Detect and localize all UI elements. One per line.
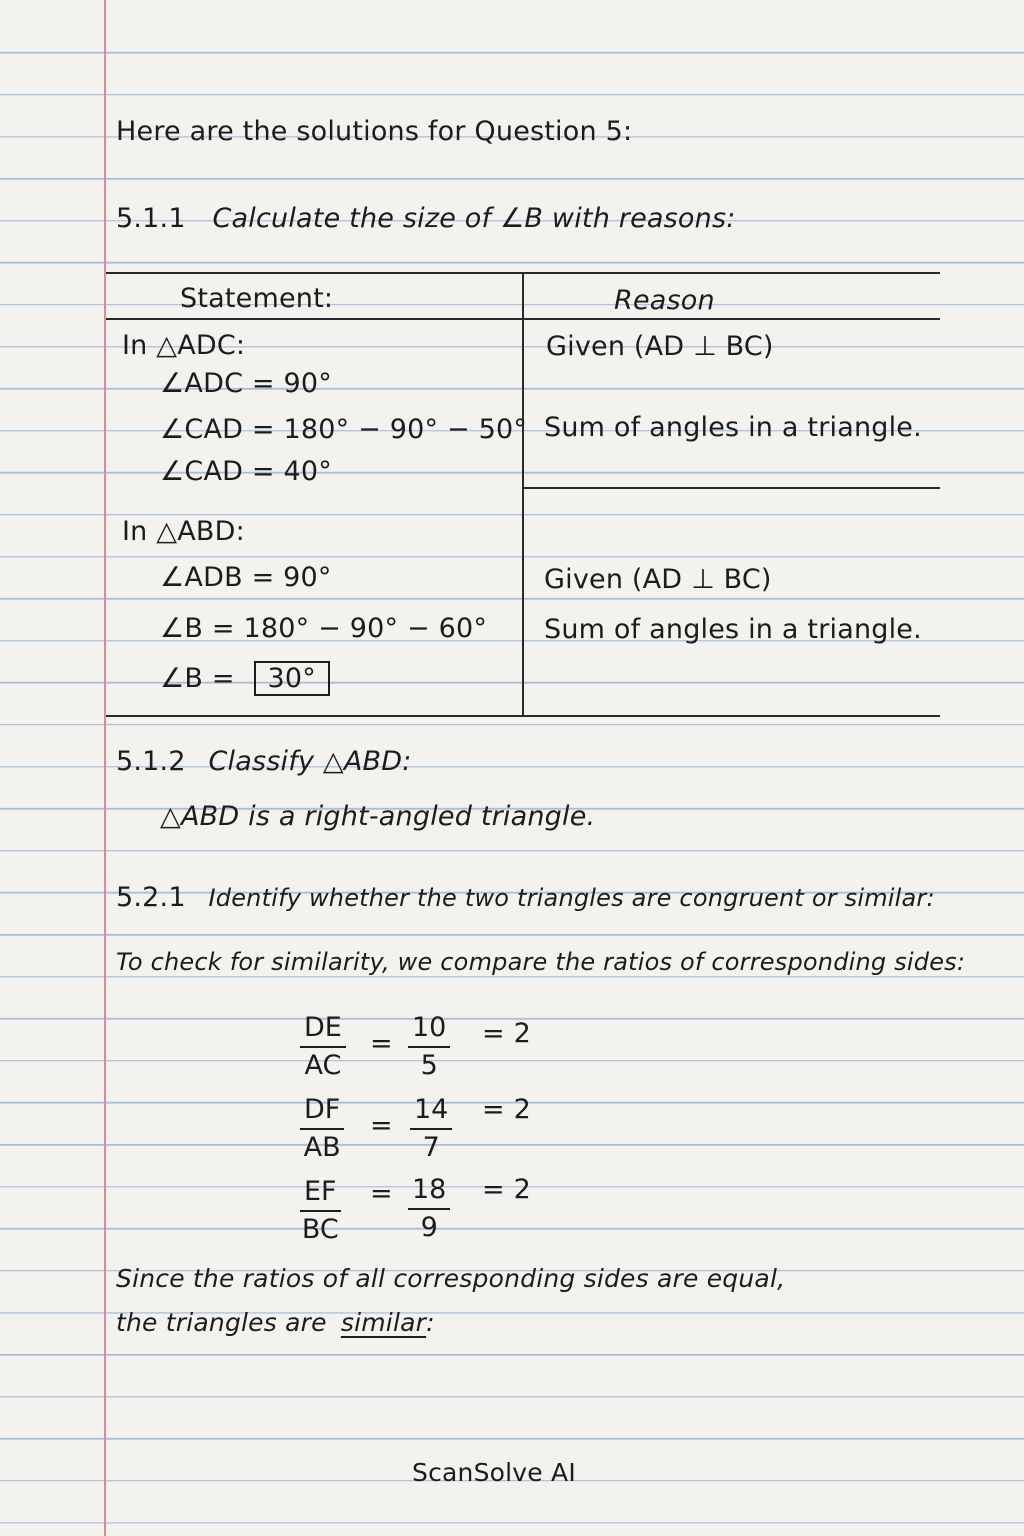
table-bottom-line (106, 715, 940, 717)
block2-line-2: ∠B = 180° − 90° − 60° (160, 613, 488, 644)
conclusion-suffix: : (426, 1308, 435, 1337)
table-reason-divider (524, 487, 940, 489)
block1-heading: In △ADC: (122, 330, 246, 361)
table-header-statement: Statement: (180, 283, 334, 314)
q521-intro: To check for similarity, we compare the ratios of corresponding sides: (116, 948, 966, 976)
block2-heading: In △ABD: (122, 516, 245, 547)
block2-line-3 (160, 663, 330, 694)
conclusion-prefix: the triangles are (116, 1308, 327, 1337)
ratio-result: = 2 (482, 1018, 531, 1049)
ratio-value-denominator: 9 (420, 1212, 438, 1243)
block2-reason-1: Given (AD ⊥ BC) (544, 564, 772, 595)
intro-text: Here are the solutions for Question 5: (116, 116, 633, 147)
ratio-value-numerator: 18 (408, 1172, 450, 1210)
question-number: 5.1.2 (116, 746, 186, 777)
question-title: Identify whether the two triangles are congruent or similar: (208, 884, 935, 912)
table-header-reason: Reason (614, 285, 715, 316)
conclusion-line-1: Since the ratios of all corresponding sides are equal, (116, 1264, 786, 1293)
ratio-value-numerator: 14 (410, 1092, 452, 1130)
block2-reason-2: Sum of angles in a triangle. (544, 614, 922, 645)
question-heading-521 (116, 882, 935, 913)
block1-line-3: ∠CAD = 40° (160, 456, 332, 487)
question-number: 5.1.1 (116, 203, 186, 234)
equals-sign: = (370, 1110, 393, 1141)
final-answer-box: 30° (254, 661, 330, 696)
equals-sign: = (370, 1028, 393, 1059)
ratio-denominator: BC (301, 1214, 339, 1245)
ratio-numerator: DE (300, 1010, 346, 1048)
ratio-value-fraction (410, 1092, 452, 1166)
ratio-numerator: EF (300, 1174, 341, 1212)
ratio-result: = 2 (482, 1094, 531, 1125)
ratio-letter-fraction (300, 1174, 341, 1248)
q512-answer: △ABD is a right-angled triangle. (160, 801, 596, 832)
table-column-divider (522, 272, 524, 715)
ratio-value-fraction (408, 1010, 450, 1084)
question-heading-512 (116, 746, 412, 777)
footer-watermark: ScanSolve AI (412, 1458, 576, 1487)
question-heading-511 (116, 203, 736, 234)
block1-line-1: ∠ADC = 90° (160, 368, 332, 399)
ratio-result: = 2 (482, 1174, 531, 1205)
ratio-value-numerator: 10 (408, 1010, 450, 1048)
block1-reason-2: Sum of angles in a triangle. (544, 412, 922, 443)
conclusion-answer: similar (340, 1308, 427, 1337)
ratio-denominator: AC (304, 1050, 342, 1081)
question-title: Calculate the size of ∠B with reasons: (212, 203, 736, 234)
conclusion-line-2 (116, 1308, 435, 1337)
question-number: 5.2.1 (116, 882, 186, 913)
ratio-numerator: DF (300, 1092, 344, 1130)
block2-line-1: ∠ADB = 90° (160, 562, 332, 593)
block1-reason-1: Given (AD ⊥ BC) (546, 331, 774, 362)
ratio-value-denominator: 7 (422, 1132, 440, 1163)
ratio-letter-fraction (300, 1010, 346, 1084)
question-title: Classify △ABD: (208, 746, 412, 777)
final-answer-label: ∠B = (160, 663, 235, 694)
equals-sign: = (370, 1178, 393, 1209)
ratio-value-denominator: 5 (420, 1050, 438, 1081)
ratio-letter-fraction (300, 1092, 344, 1166)
ratio-denominator: AB (303, 1132, 341, 1163)
ratio-value-fraction (408, 1172, 450, 1246)
block1-line-2: ∠CAD = 180° − 90° − 50° (160, 414, 528, 445)
